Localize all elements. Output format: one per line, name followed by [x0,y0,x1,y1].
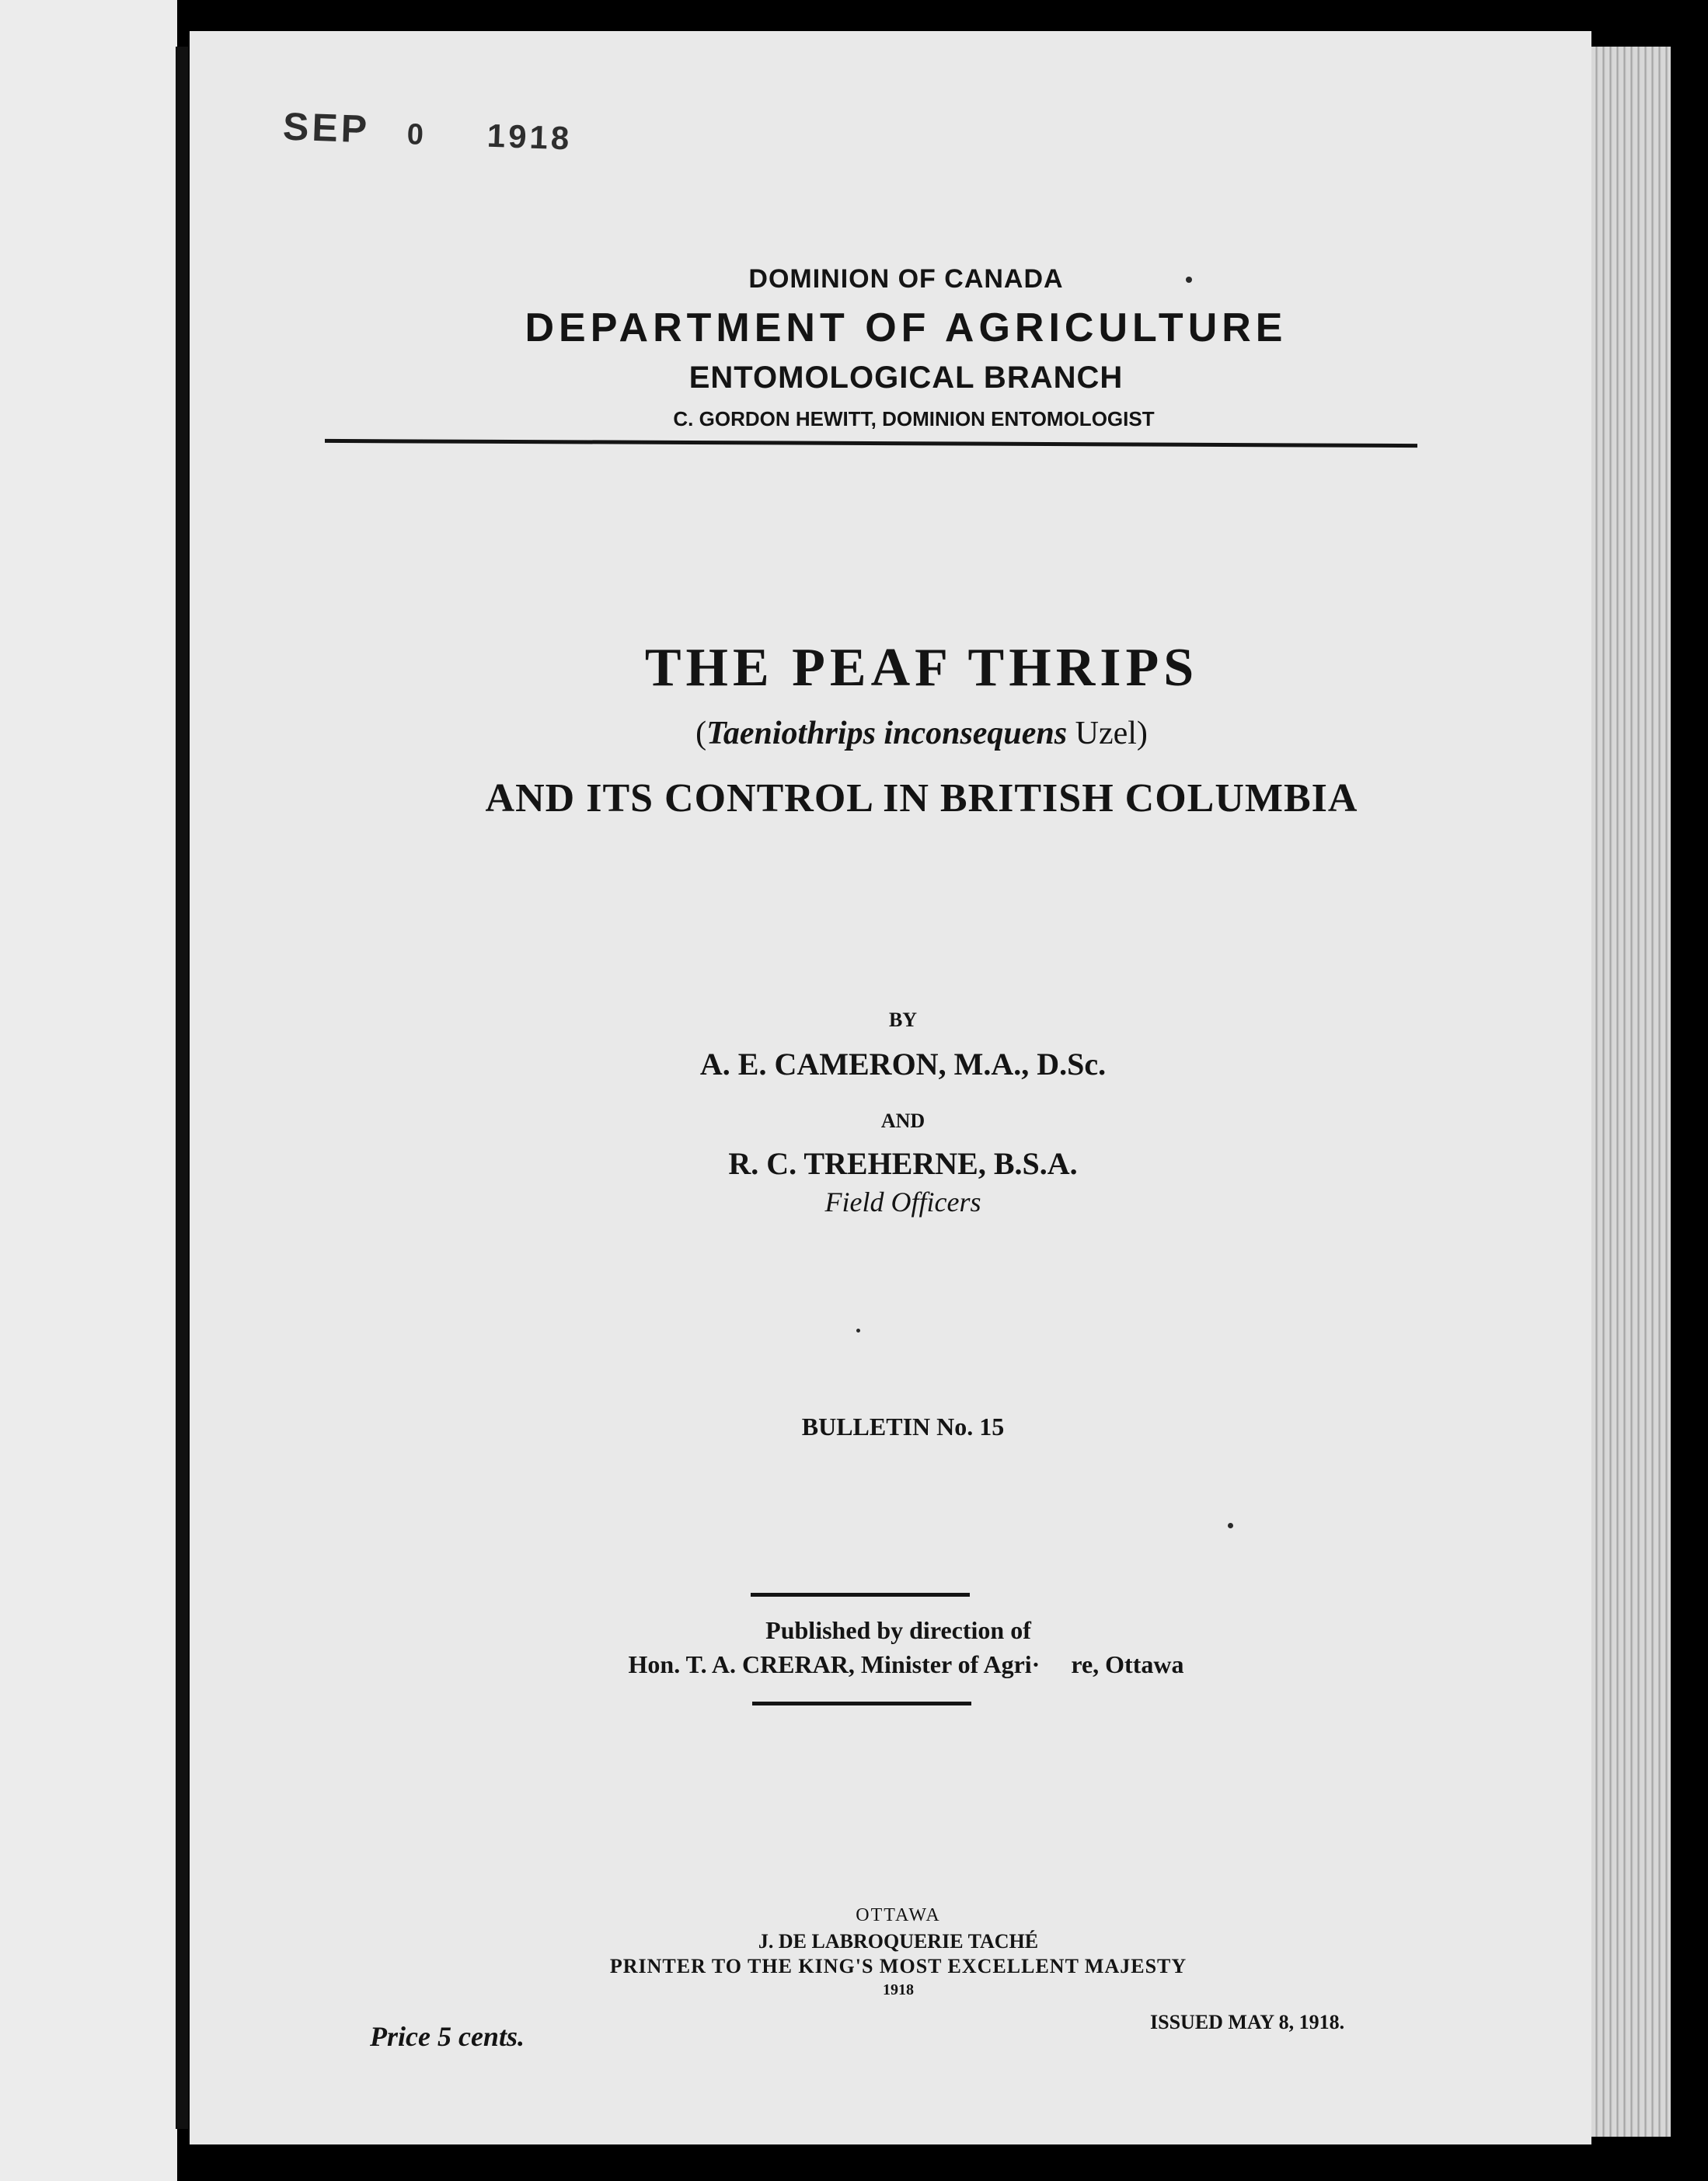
imprint-year: 1918 [883,1981,914,1998]
main-title: THE PEAF THRIPS [644,638,1199,698]
and-label: AND [880,1110,925,1132]
species-open-paren: ( [695,716,707,751]
imprint-printer: J. DE LABROQUERIE TACHÉ [758,1930,1039,1953]
header-branch: ENTOMOLOGICAL BRANCH [688,361,1124,395]
scan-speck [856,1329,860,1333]
subtitle: AND ITS CONTROL IN BRITISH COLUMBIA [485,776,1358,820]
header-entomologist: C. GORDON HEWITT, DOMINION ENTOMOLOGIST [673,407,1155,430]
publication-line1: Published by direction of [765,1616,1031,1644]
imprint-city: OTTAWA [856,1905,941,1925]
header-country: DOMINION OF CANADA [748,264,1064,294]
stamp-day: 0 [406,118,427,152]
species-line [190,715,1591,752]
publication-rule-top [751,1593,970,1597]
header-department: DEPARTMENT OF AGRICULTURE [525,305,1288,350]
book-spine-edge [176,47,188,2129]
publication-rule-bottom [752,1702,971,1705]
by-label: BY [888,1009,918,1031]
date-stamp [282,104,573,159]
species-author: Uzel) [1067,716,1148,751]
title-page [190,31,1591,2144]
publication-line2: Hon. T. A. CRERAR, Minister of Agri· re, Ottawa [628,1650,1184,1678]
author-first: A. E. CAMERON, M.A., D.Sc. [699,1047,1107,1082]
footer-issued: ISSUED MAY 8, 1918. [1150,2011,1345,2033]
author-second: R. C. TREHERNE, B.S.A. [728,1146,1078,1181]
page-edges [1577,47,1671,2137]
imprint-title: PRINTER TO THE KING'S MOST EXCELLENT MAJESTY [609,1955,1187,1977]
left-blank-leaf [0,0,177,2181]
species-name: Taeniothrips inconsequens [706,716,1068,751]
stamp-month: SEP [282,104,371,152]
stamp-year: 1918 [486,117,573,157]
bulletin-number: BULLETIN No. 15 [801,1413,1005,1441]
scan-speck [1186,277,1192,283]
scan-speck [1228,1523,1233,1528]
author-role: Field Officers [824,1186,981,1218]
header-rule [325,439,1417,448]
footer-price: Price 5 cents. [370,2021,525,2052]
